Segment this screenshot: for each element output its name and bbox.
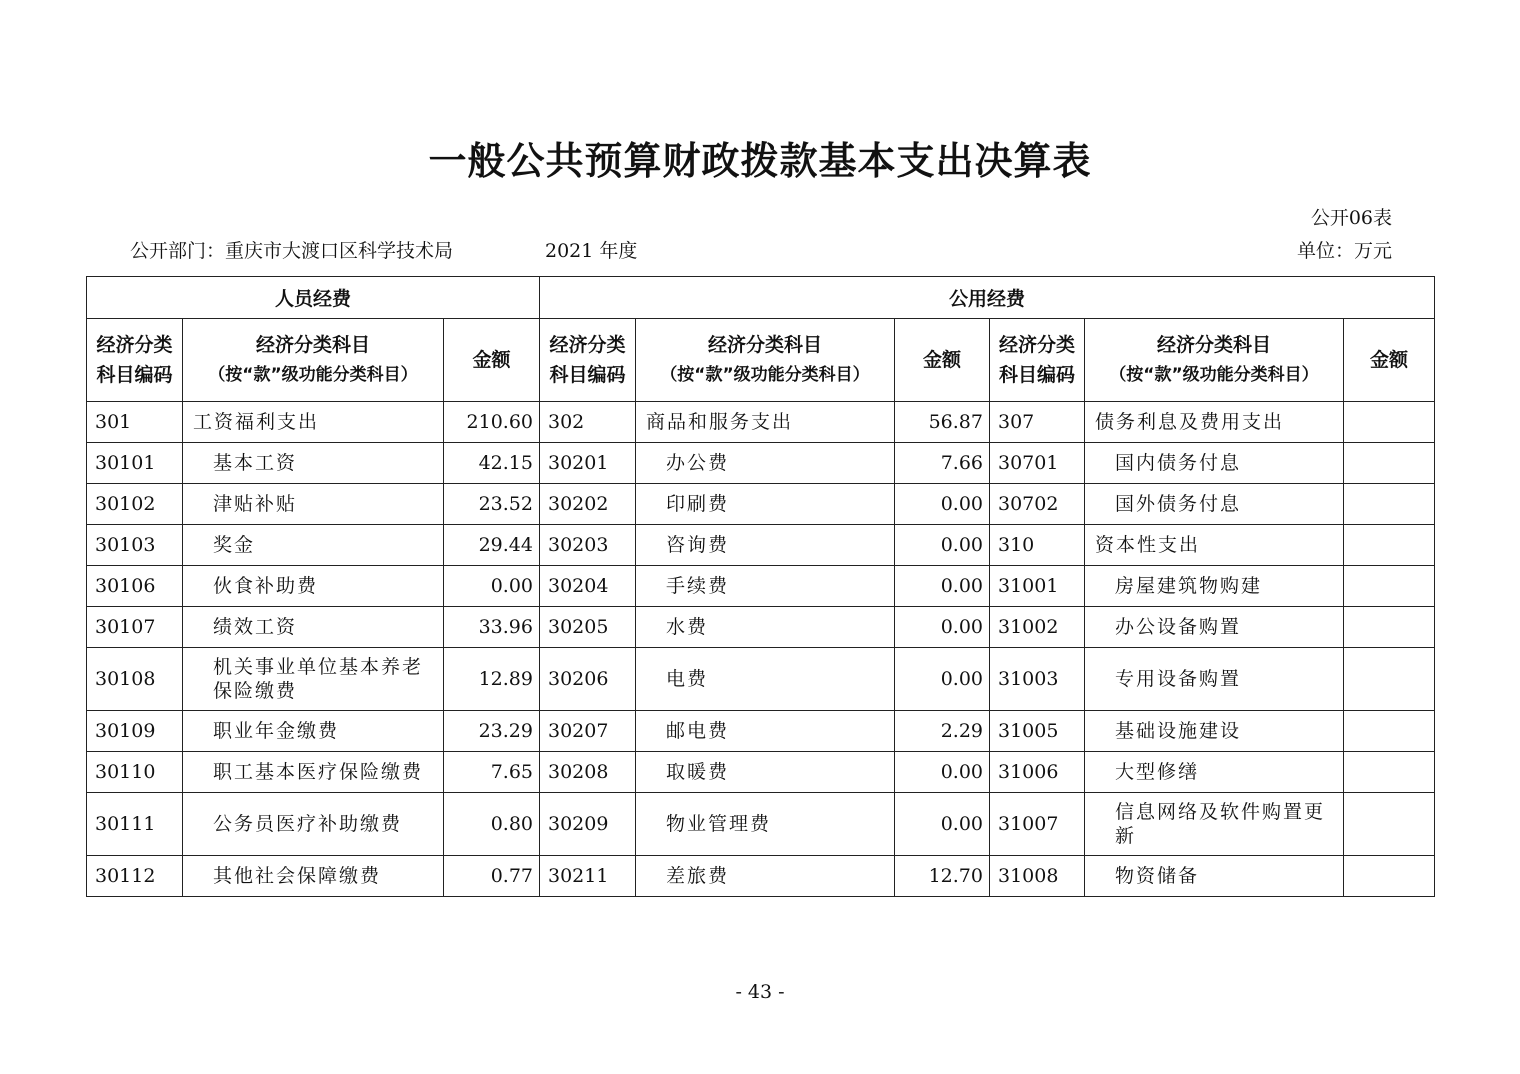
- header-amount: 金额: [444, 319, 540, 402]
- cell-code: 30203: [540, 525, 636, 566]
- cell-subject: 奖金: [183, 525, 444, 566]
- cell-code: 30108: [87, 648, 183, 711]
- cell-amount: 0.00: [895, 752, 990, 793]
- header-amount: 金额: [1344, 319, 1435, 402]
- cell-amount: 0.77: [444, 856, 540, 897]
- group-public: 公用经费: [540, 277, 1435, 319]
- header-subject: [636, 319, 895, 402]
- table-row: [87, 856, 1435, 897]
- cell-code: 30103: [87, 525, 183, 566]
- cell-code: 301: [87, 402, 183, 443]
- cell-subject: 债务利息及费用支出: [1085, 402, 1344, 443]
- cell-amount: 12.89: [444, 648, 540, 711]
- header-code: [990, 319, 1085, 402]
- cell-code: 30112: [87, 856, 183, 897]
- cell-subject: 专用设备购置: [1085, 648, 1344, 711]
- cell-amount: 0.00: [895, 648, 990, 711]
- cell-code: 31002: [990, 607, 1085, 648]
- cell-amount: 0.80: [444, 793, 540, 856]
- cell-subject: 差旅费: [636, 856, 895, 897]
- table-row: [87, 607, 1435, 648]
- cell-amount: 0.00: [895, 607, 990, 648]
- cell-code: 31008: [990, 856, 1085, 897]
- cell-code: 30102: [87, 484, 183, 525]
- cell-subject: 基础设施建设: [1085, 711, 1344, 752]
- cell-code: 307: [990, 402, 1085, 443]
- header-subject: [1085, 319, 1344, 402]
- header-code-line1: 经济分类: [549, 334, 626, 356]
- department-label: 公开部门：重庆市大渡口区科学技术局: [130, 240, 454, 262]
- table-row: [87, 566, 1435, 607]
- table-row: [87, 793, 1435, 856]
- cell-subject: 津贴补贴: [183, 484, 444, 525]
- header-subject-line1: 经济分类科目: [255, 334, 370, 356]
- header-subject-line2: （按“款”级功能分类科目）: [660, 365, 870, 385]
- header-subject-line2: （按“款”级功能分类科目）: [208, 365, 418, 385]
- table-row: [87, 752, 1435, 793]
- cell-subject: 水费: [636, 607, 895, 648]
- table-row: [87, 402, 1435, 443]
- cell-subject: 信息网络及软件购置更新: [1085, 793, 1344, 856]
- cell-amount: [1344, 443, 1435, 484]
- cell-subject: 公务员医疗补助缴费: [183, 793, 444, 856]
- cell-code: 30111: [87, 793, 183, 856]
- cell-subject: 手续费: [636, 566, 895, 607]
- cell-amount: 33.96: [444, 607, 540, 648]
- cell-subject: 其他社会保障缴费: [183, 856, 444, 897]
- table-row: [87, 648, 1435, 711]
- cell-code: 31006: [990, 752, 1085, 793]
- year-label: 2021 年度: [545, 240, 638, 262]
- table-row: [87, 443, 1435, 484]
- cell-amount: 0.00: [895, 566, 990, 607]
- header-subject: [183, 319, 444, 402]
- page-title: 一般公共预算财政拨款基本支出决算表: [428, 139, 1092, 183]
- cell-code: 30206: [540, 648, 636, 711]
- header-amount: 金额: [895, 319, 990, 402]
- cell-amount: [1344, 648, 1435, 711]
- cell-subject: 职业年金缴费: [183, 711, 444, 752]
- header-code: [540, 319, 636, 402]
- cell-amount: [1344, 711, 1435, 752]
- cell-amount: 0.00: [444, 566, 540, 607]
- cell-subject: 商品和服务支出: [636, 402, 895, 443]
- cell-subject: 国内债务付息: [1085, 443, 1344, 484]
- cell-amount: 56.87: [895, 402, 990, 443]
- cell-code: 30202: [540, 484, 636, 525]
- cell-subject: 印刷费: [636, 484, 895, 525]
- cell-subject: 资本性支出: [1085, 525, 1344, 566]
- cell-amount: [1344, 484, 1435, 525]
- cell-code: 302: [540, 402, 636, 443]
- cell-amount: 7.65: [444, 752, 540, 793]
- cell-amount: 7.66: [895, 443, 990, 484]
- cell-code: 30205: [540, 607, 636, 648]
- cell-code: 31001: [990, 566, 1085, 607]
- cell-subject: 工资福利支出: [183, 402, 444, 443]
- cell-amount: [1344, 856, 1435, 897]
- cell-subject: 邮电费: [636, 711, 895, 752]
- cell-amount: 23.52: [444, 484, 540, 525]
- header-code-line1: 经济分类: [96, 334, 173, 356]
- cell-code: 30701: [990, 443, 1085, 484]
- cell-subject: 办公费: [636, 443, 895, 484]
- cell-subject: 基本工资: [183, 443, 444, 484]
- cell-amount: 210.60: [444, 402, 540, 443]
- table-row: [87, 484, 1435, 525]
- cell-subject: 物资储备: [1085, 856, 1344, 897]
- cell-code: 30204: [540, 566, 636, 607]
- header-code-line2: 科目编码: [549, 364, 626, 386]
- cell-code: 31007: [990, 793, 1085, 856]
- cell-amount: 29.44: [444, 525, 540, 566]
- cell-amount: [1344, 607, 1435, 648]
- header-subject-line1: 经济分类科目: [707, 334, 822, 356]
- header-subject-line1: 经济分类科目: [1156, 334, 1271, 356]
- cell-code: 30107: [87, 607, 183, 648]
- cell-amount: [1344, 566, 1435, 607]
- cell-amount: [1344, 793, 1435, 856]
- cell-code: 31005: [990, 711, 1085, 752]
- group-personnel: 人员经费: [87, 277, 540, 319]
- cell-subject: 绩效工资: [183, 607, 444, 648]
- cell-amount: 2.29: [895, 711, 990, 752]
- cell-subject: 职工基本医疗保险缴费: [183, 752, 444, 793]
- cell-code: 30201: [540, 443, 636, 484]
- table-row: [87, 711, 1435, 752]
- header-code-line2: 科目编码: [998, 364, 1075, 386]
- cell-subject: 取暖费: [636, 752, 895, 793]
- header-code-line2: 科目编码: [96, 364, 173, 386]
- cell-code: 30110: [87, 752, 183, 793]
- cell-code: 30106: [87, 566, 183, 607]
- cell-subject: 国外债务付息: [1085, 484, 1344, 525]
- cell-amount: 12.70: [895, 856, 990, 897]
- cell-amount: [1344, 752, 1435, 793]
- cell-code: 30702: [990, 484, 1085, 525]
- cell-amount: [1344, 525, 1435, 566]
- cell-subject: 大型修缮: [1085, 752, 1344, 793]
- header-subject-line2: （按“款”级功能分类科目）: [1109, 365, 1319, 385]
- cell-code: 30207: [540, 711, 636, 752]
- header-code: [87, 319, 183, 402]
- cell-amount: 42.15: [444, 443, 540, 484]
- cell-amount: 0.00: [895, 484, 990, 525]
- header-code-line1: 经济分类: [998, 334, 1075, 356]
- cell-code: 30109: [87, 711, 183, 752]
- cell-subject: 咨询费: [636, 525, 895, 566]
- cell-code: 30208: [540, 752, 636, 793]
- cell-subject: 办公设备购置: [1085, 607, 1344, 648]
- cell-amount: 0.00: [895, 525, 990, 566]
- cell-subject: 房屋建筑物购建: [1085, 566, 1344, 607]
- cell-code: 310: [990, 525, 1085, 566]
- cell-code: 30209: [540, 793, 636, 856]
- cell-amount: [1344, 402, 1435, 443]
- expenditure-table: [86, 276, 1435, 897]
- form-number: 公开06表: [1310, 207, 1392, 229]
- unit-label: 单位：万元: [1296, 240, 1392, 262]
- table-row: [87, 525, 1435, 566]
- cell-code: 30101: [87, 443, 183, 484]
- cell-subject: 机关事业单位基本养老保险缴费: [183, 648, 444, 711]
- cell-subject: 电费: [636, 648, 895, 711]
- cell-subject: 物业管理费: [636, 793, 895, 856]
- cell-subject: 伙食补助费: [183, 566, 444, 607]
- cell-code: 31003: [990, 648, 1085, 711]
- page-number: - 43 -: [735, 981, 785, 1003]
- cell-amount: 23.29: [444, 711, 540, 752]
- cell-code: 30211: [540, 856, 636, 897]
- cell-amount: 0.00: [895, 793, 990, 856]
